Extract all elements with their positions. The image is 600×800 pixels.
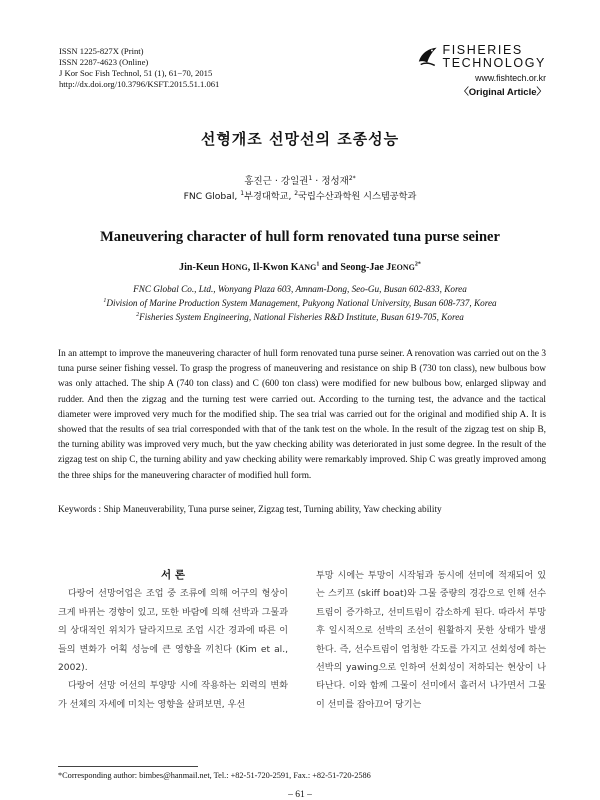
journal-logo	[416, 44, 546, 108]
body-paragraph: 다랑어 선망 어선의 투양망 시에 작용하는 외력의 변화가 선체의 자세에 미치는 영향을 살펴보면, 우선	[58, 681, 288, 710]
author-smallcaps: ANG	[298, 263, 317, 272]
affil-text: FNC Global Co., Ltd., Wonyang Plaza 603, Amnam-Dong, Seo-Gu, Busan 602-833, Korea	[133, 284, 467, 294]
issn-print: ISSN 1225-827X (Print)	[59, 46, 144, 56]
author-smallcaps: EONG	[391, 263, 415, 272]
affil-text: Division of Marine Production System Management, Pukyong National University, Busan 608-737, Korea	[106, 298, 497, 308]
affil-mark: 2	[136, 311, 140, 318]
journal-info	[59, 46, 219, 90]
abstract: In an attempt to improve the maneuvering character of hull form renovated tuna purse seiner. A renovation was carried out on the 3 tuna purse seiner fishing vessel. To grasp the progress of maneuvering and resistance on ship B (730 ton class), new bulbous bow was only attached. The ship A (740 ton class) and C (600 ton class) were modified for new bulbous bow, enlarged slipway and rudder. And then the zigzag and the turning test were carried out. According to the turning test, the advance and the tactical diameter were improved very much for the modified ship. The sea trial was carried out for the original and modified ship A. It is showed that the results of sea trial corresponded with that of the tank test on the whole. In the result of the zigzag test on ship B, the turning ability was improved very much, but the yaw checking ability was deteriorated in just some degree. In the result of the zigzag test on ship C, the turning ability and yaw checking ability were remarkably improved. Ship C was greatly improved among the three ships for the maneuvering character of modified hull form.	[58, 349, 546, 481]
author-name: 정성재	[321, 176, 349, 187]
english-affiliation-1	[0, 296, 600, 310]
korean-affiliation	[0, 188, 600, 202]
author-text: and Seong-Jae J	[319, 262, 392, 273]
author-affil-mark: 2*	[414, 261, 421, 268]
journal-url[interactable]: www.fishtech.or.kr	[475, 73, 546, 83]
section-heading: 서 론	[161, 569, 185, 581]
doi-link[interactable]: http://dx.doi.org/10.3796/KSFT.2015.51.1.061	[59, 79, 220, 89]
affil-mark: 1	[240, 189, 245, 197]
author-affil-mark: 2*	[348, 174, 356, 182]
logo-line-1: FISHERIES	[442, 43, 523, 57]
author-separator: ·	[271, 176, 281, 187]
author-affil-mark: 1	[316, 261, 320, 268]
author-name: 강일권	[280, 176, 309, 187]
citation: J Kor Soc Fish Technol, 51 (1), 61−70, 2015	[59, 68, 213, 78]
body-paragraph: 투망 시에는 투망이 시작됨과 동시에 선미에 적재되어 있는 스키프 (skiff boat)와 그물 중량의 경감으로 인해 선수트림이 증가하고, 선미트림이 감소하게 된다. 따라서 투망 후 일시적으로 선박의 조선이 원활하지 못한 상태가 발생한다. 즉, 선수트림이 엄청한 각도를 가지고 선회성에 하는 선박의 yawing으로 인하여 선회성이 저하되는 현상이 나타난다. 이와 함께 그물이 선미에서 흘러서 나가면서 그물이 선미를 잡아끄어 당기는	[316, 571, 546, 710]
page-number: – 61 –	[288, 790, 312, 800]
author-text: Jin-Keun H	[179, 262, 230, 273]
intro-left-column	[58, 566, 288, 714]
english-affiliation-0	[0, 282, 600, 296]
affil-mark: 1	[103, 297, 107, 304]
korean-title: 선형개조 선망선의 조종성능	[200, 130, 400, 148]
fish-icon	[416, 44, 438, 70]
author-smallcaps: ONG	[229, 263, 248, 272]
footnote: *Corresponding author: bimbes@hanmail.net, Tel.: +82-51-720-2591, Fax.: +82-51-720-2586	[58, 771, 371, 780]
author-affil-mark: 1	[308, 174, 313, 182]
affil-text: 부경대학교,	[244, 191, 295, 202]
logo-line-2: TECHNOLOGY	[442, 56, 546, 70]
intro-right-column	[316, 567, 546, 714]
footnote-rule	[58, 766, 198, 767]
keywords: Keywords : Ship Maneuverability, Tuna purse seiner, Zigzag test, Turning ability, Yaw checking ability	[58, 505, 442, 515]
korean-authors	[0, 173, 600, 187]
article-type: 〈Original Article〉	[459, 87, 546, 98]
author-name: 홍진근	[244, 176, 272, 187]
author-text: , Il-Kwon K	[247, 262, 299, 273]
english-affiliation-2	[0, 310, 600, 324]
author-separator: ·	[312, 176, 322, 187]
body-paragraph: 다랑어 선망어업은 조업 중 조류에 의해 어구의 형상이 크게 바뀌는 경향이 있고, 또한 바람에 의해 선박과 그물과의 상대적인 위치가 달라지므로 조업 시간 경과에 따른 이들의 변화가 어획 성능에 큰 영향을 끼친다 (Kim et al., 2002).	[58, 589, 288, 674]
english-title: Maneuvering character of hull form renovated tuna purse seiner	[100, 229, 500, 245]
affil-mark: 2	[294, 189, 299, 197]
issn-online: ISSN 2287-4623 (Online)	[59, 57, 149, 67]
affil-text: Fisheries System Engineering, National Fisheries R&D Institute, Busan 619-705, Korea	[139, 312, 464, 322]
affil-text: 국립수산과학원 시스템공학과	[298, 191, 417, 202]
english-authors	[0, 262, 600, 273]
affil-text: FNC Global,	[183, 191, 241, 202]
